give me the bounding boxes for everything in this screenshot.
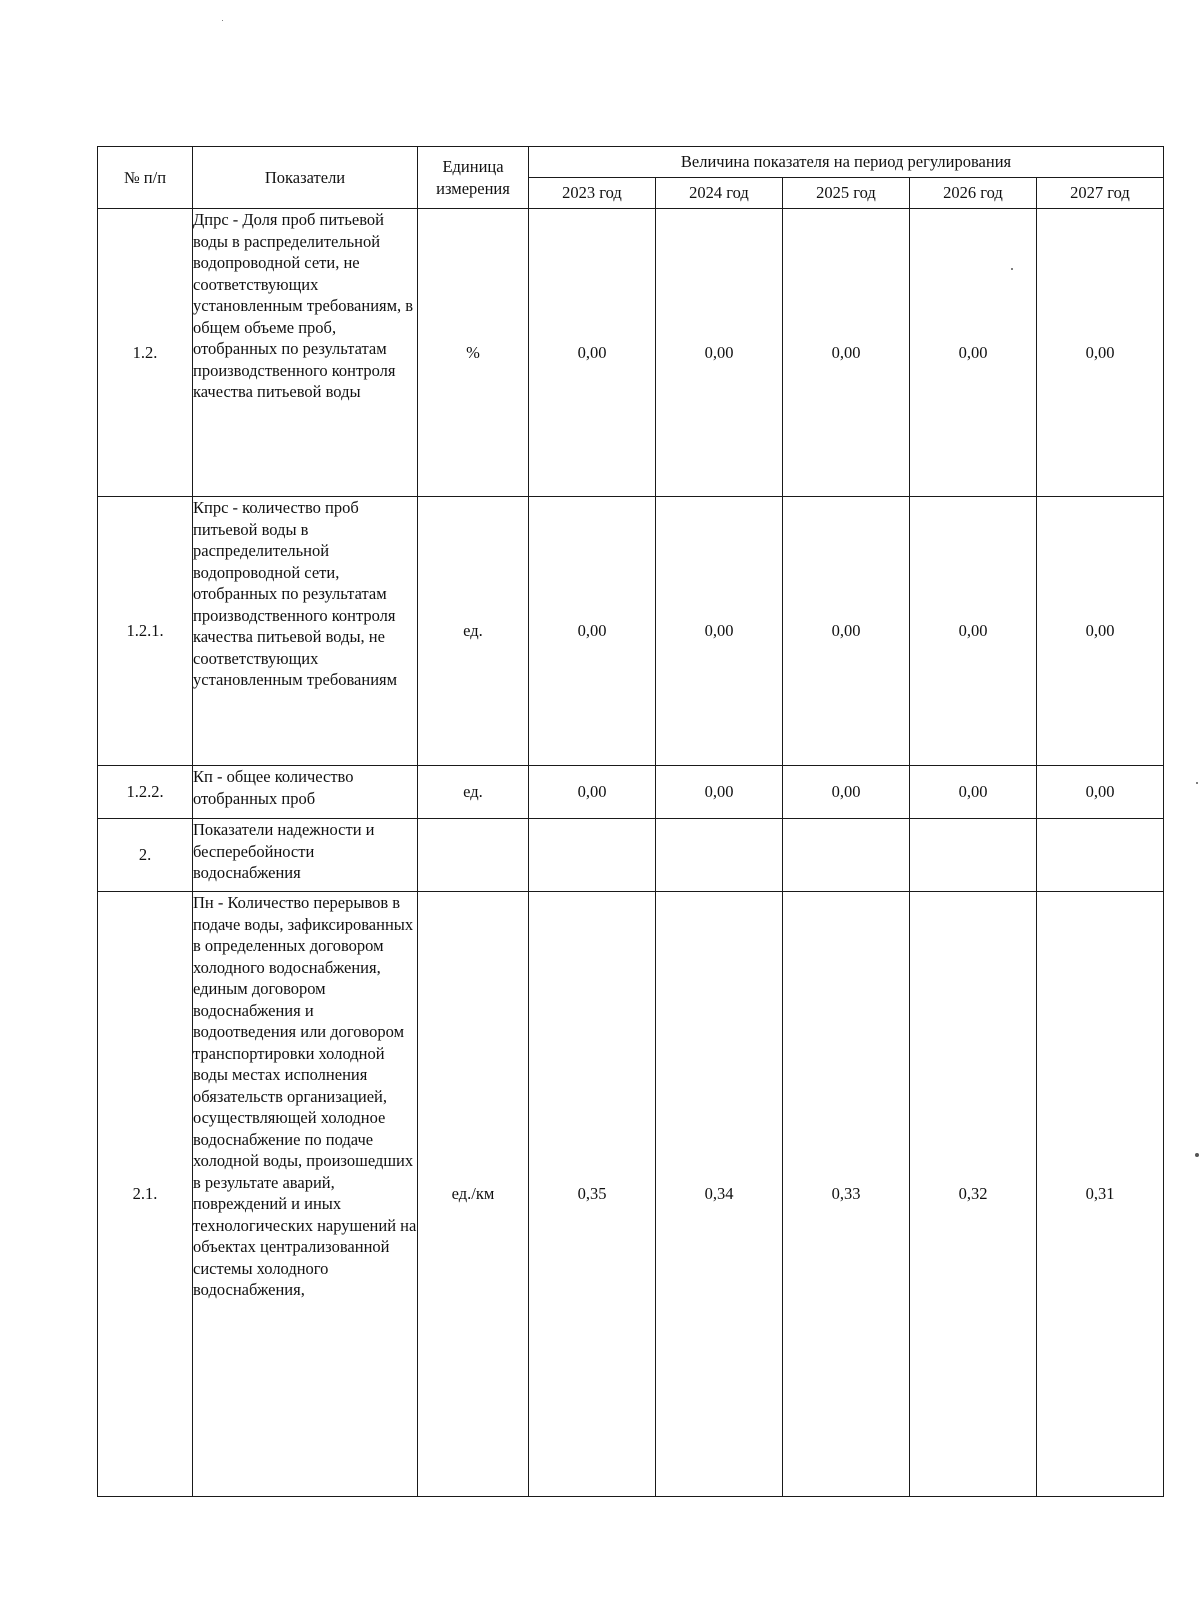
row-unit [418,819,529,892]
row-unit: ед./км [418,892,529,1497]
table-row [98,819,1164,892]
row-value: 0,00 [656,209,783,497]
header-row [98,147,1164,178]
row-unit: ед. [418,766,529,819]
table-row [98,766,1164,819]
table-row [98,497,1164,766]
row-value: 0,00 [1037,497,1164,766]
scan-speck [222,20,223,21]
row-value: 0,00 [656,497,783,766]
header-unit: Единица измерения [418,147,529,209]
row-unit: % [418,209,529,497]
row-value: 0,00 [910,209,1037,497]
row-value: 0,00 [783,209,910,497]
row-value [910,819,1037,892]
header-year: 2027 год [1037,178,1164,209]
row-value: 0,32 [910,892,1037,1497]
row-number: 2.1. [98,892,193,1497]
row-value: 0,31 [1037,892,1164,1497]
row-number: 2. [98,819,193,892]
row-value: 0,00 [529,209,656,497]
row-value: 0,33 [783,892,910,1497]
row-value: 0,00 [910,766,1037,819]
scan-speck [1196,782,1198,784]
row-value: 0,35 [529,892,656,1497]
row-unit: ед. [418,497,529,766]
row-value: 0,00 [783,497,910,766]
header-period-group: Величина показателя на период регулирования [529,147,1164,178]
row-number: 1.2.1. [98,497,193,766]
table-body [98,209,1164,1497]
row-value [656,819,783,892]
header-year: 2023 год [529,178,656,209]
header-year: 2025 год [783,178,910,209]
row-indicator: Показатели надежности и бесперебойности водоснабжения [193,819,418,892]
row-value: 0,00 [1037,209,1164,497]
row-value: 0,34 [656,892,783,1497]
row-value: 0,00 [656,766,783,819]
header-year: 2026 год [910,178,1037,209]
row-number: 1.2.2. [98,766,193,819]
row-indicator: Дпрс - Доля проб питьевой воды в распределительной водопроводной сети, не соответствующих установленным требованиям, в общем объеме проб, отобранных по результатам производственного контроля качества питьевой воды [193,209,418,497]
scan-speck [1195,1153,1199,1157]
row-value: 0,00 [910,497,1037,766]
table-row [98,209,1164,497]
row-value [529,819,656,892]
row-value: 0,00 [1037,766,1164,819]
row-value: 0,00 [529,497,656,766]
scan-speck [1011,268,1013,270]
row-indicator: Пн - Количество перерывов в подаче воды, зафиксированных в определенных договором холодного водоснабжения, единым договором водоснабжения и водоотведения или договором транспортировки холодной воды местах исполнения обязательств организацией, осуществляющей холодное водоснабжение по подаче холодной воды, произошедших в результате аварий, повреждений и иных технологических нарушений на объектах централизованной системы холодного водоснабжения, [193,892,418,1497]
row-value [1037,819,1164,892]
indicators-table [97,146,1164,1497]
header-num: № п/п [98,147,193,209]
row-indicator: Кпрс - количество проб питьевой воды в распределительной водопроводной сети, отобранных по результатам производственного контроля качества питьевой воды, не соответствующих установленным требованиям [193,497,418,766]
header-indicators: Показатели [193,147,418,209]
table-header [98,147,1164,209]
row-value: 0,00 [529,766,656,819]
row-number: 1.2. [98,209,193,497]
row-indicator: Кп - общее количество отобранных проб [193,766,418,819]
row-value [783,819,910,892]
table-row [98,892,1164,1497]
row-value: 0,00 [783,766,910,819]
header-year: 2024 год [656,178,783,209]
